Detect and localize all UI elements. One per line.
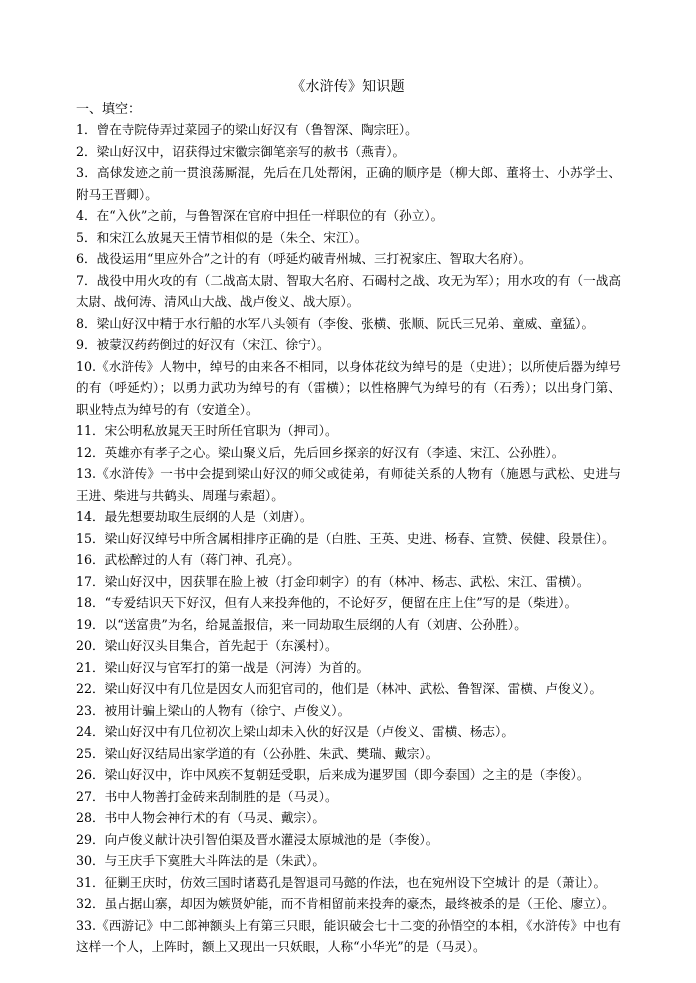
question-item: 24．梁山好汉中有几位初次上梁山却未入伙的好汉是（卢俊义、雷横、杨志）。 — [76, 724, 514, 739]
question-item: 14．最先想要劫取生辰纲的人是（刘唐）。 — [76, 509, 313, 524]
question-item: 4．在“入伙”之前，与鲁智深在官府中担任一样职位的有（孙立）。 — [76, 208, 444, 223]
question-item: 11．宋公明私放晁天王时所任官职为（押司）。 — [76, 423, 338, 438]
section-heading: 一、填空： — [76, 102, 142, 117]
question-item: 25．梁山好汉结局出家学道的有（公孙胜、朱武、樊瑞、戴宗）。 — [76, 745, 439, 761]
question-list — [76, 119, 621, 958]
question-item: 23．被用计骗上梁山的人物有（徐宁、卢俊义）。 — [76, 702, 351, 718]
question-item: 22．梁山好汉中有几位是因女人而犯官司的，他们是（林冲、武松、鲁智深、雷横、卢俊义）。 — [76, 681, 603, 696]
question-item: 12．英雄亦有孝子之心。梁山聚义后，先后回乡探亲的好汉有（李逵、宋江、公孙胜）。 — [76, 444, 565, 460]
question-item: 9．被蒙汉药药倒过的好汉有（宋江、徐宁）。 — [76, 337, 330, 352]
question-item: 16．武松醉过的人有（蒋门神、孔亮）。 — [76, 552, 300, 567]
question-item: 28．书中人物会神行术的有（马灵、戴宗）。 — [76, 810, 326, 825]
question-item: 1．曾在寺院侍弄过菜园子的梁山好汉有（鲁智深、陶宗旺）。 — [76, 122, 418, 137]
question-item: 21．梁山好汉与官军打的第一战是（河涛）为首的。 — [76, 659, 370, 675]
question-item: 6．战役运用“里应外合”之计的有（呼延灼破青州城、三打祝家庄、智取大名府）。 — [76, 251, 532, 266]
question-item: 19．以“送富贵”为名，给晁盖报信，来一同劫取生辰纲的人有（刘唐、公孙胜）。 — [76, 616, 527, 632]
question-item: 17．梁山好汉中，因获罪在脸上被（打金印刺字）的有（林冲、杨志、武松、宋江、雷横）。 — [76, 573, 590, 589]
question-item: 15．梁山好汉绰号中所含属相排序正确的是（白胜、王英、史进、杨春、宣赞、侯健、段景住）。 — [76, 530, 615, 546]
question-item: 13.《水浒传》一书中会提到梁山好汉的师父或徒弟，有师徒关系的人物有（施恩与武松、史进与王进、柴进与共鹤头、周瑾与索超）。 — [76, 466, 621, 503]
question-item: 2．梁山好汉中，诏获得过宋徽宗御笔亲写的赦书（燕青）。 — [76, 143, 406, 159]
question-item: 18．“专爱结识天下好汉，但有人来投奔他的，不论好歹，便留在庄上住”写的是（柴进）。 — [76, 595, 578, 610]
question-item: 29．向卢俊义献计决引智伯渠及晋水灌浸太原城池的是（李俊）。 — [76, 831, 439, 847]
question-item: 3．高俅发迹之前一贯浪荡厮混，先后在几处帮闲，正确的顺序是（柳大郎、董将士、小苏学士、附马王晋卿）。 — [76, 165, 621, 202]
question-item: 7．战役中用火攻的有（二战高太尉、智取大名府、石碣村之战、攻无为军）；用水攻的有（一战高太尉、战何涛、清风山大战、战卢俊义、战大原）。 — [76, 272, 621, 309]
question-item: 5．和宋江么放晁天王情节相似的是（朱仝、宋江）。 — [76, 229, 368, 245]
question-item: 31．征剿王庆时，仿效三国时诸葛孔是智退司马懿的作法，也在宛州设下空城计 的是（萧让）。 — [76, 874, 607, 890]
document-title: 《水浒传》知识题 — [291, 79, 405, 95]
question-item: 26．梁山好汉中，诈中风疾不复朝廷受职，后来成为暹罗国（即今泰国）之主的是（李俊）。 — [76, 767, 590, 782]
question-item: 27．书中人物善打金砖来刮制胜的是（马灵）。 — [76, 788, 338, 804]
question-item: 33.《西游记》中二郎神额头上有第三只眼，能识破会七十二变的孙悟空的本相，《水浒传》中也有这样一个人，上阵时，额上又现出一只妖眼，人称“小华光”的是（马灵）。 — [76, 917, 621, 954]
question-item: 30．与王庆手下寞胜大斗阵法的是（朱武）。 — [76, 853, 326, 868]
question-item: 32．虽占据山寨，却因为嫉贤妒能，而不肯相留前来投奔的豪杰，最终被杀的是（王伦、廖立）。 — [76, 896, 615, 911]
question-item: 20．梁山好汉头目集合，首先起于（东溪村）。 — [76, 638, 338, 653]
question-item: 8．梁山好汉中精于水行船的水军八头领有（李俊、张横、张顺、阮氏三兄弟、童威、童猛）。 — [76, 315, 595, 331]
question-item: 10.《水浒传》人物中，绰号的由来各不相同，以身体花纹为绰号的是（史进）；以所使后器为绰号的有（呼延灼）；以勇力武功为绰号的有（雷横）；以性格脾气为绰号的有（石秀）；以出身门第、职业特点为绰号的有（安道全）。 — [76, 358, 621, 417]
